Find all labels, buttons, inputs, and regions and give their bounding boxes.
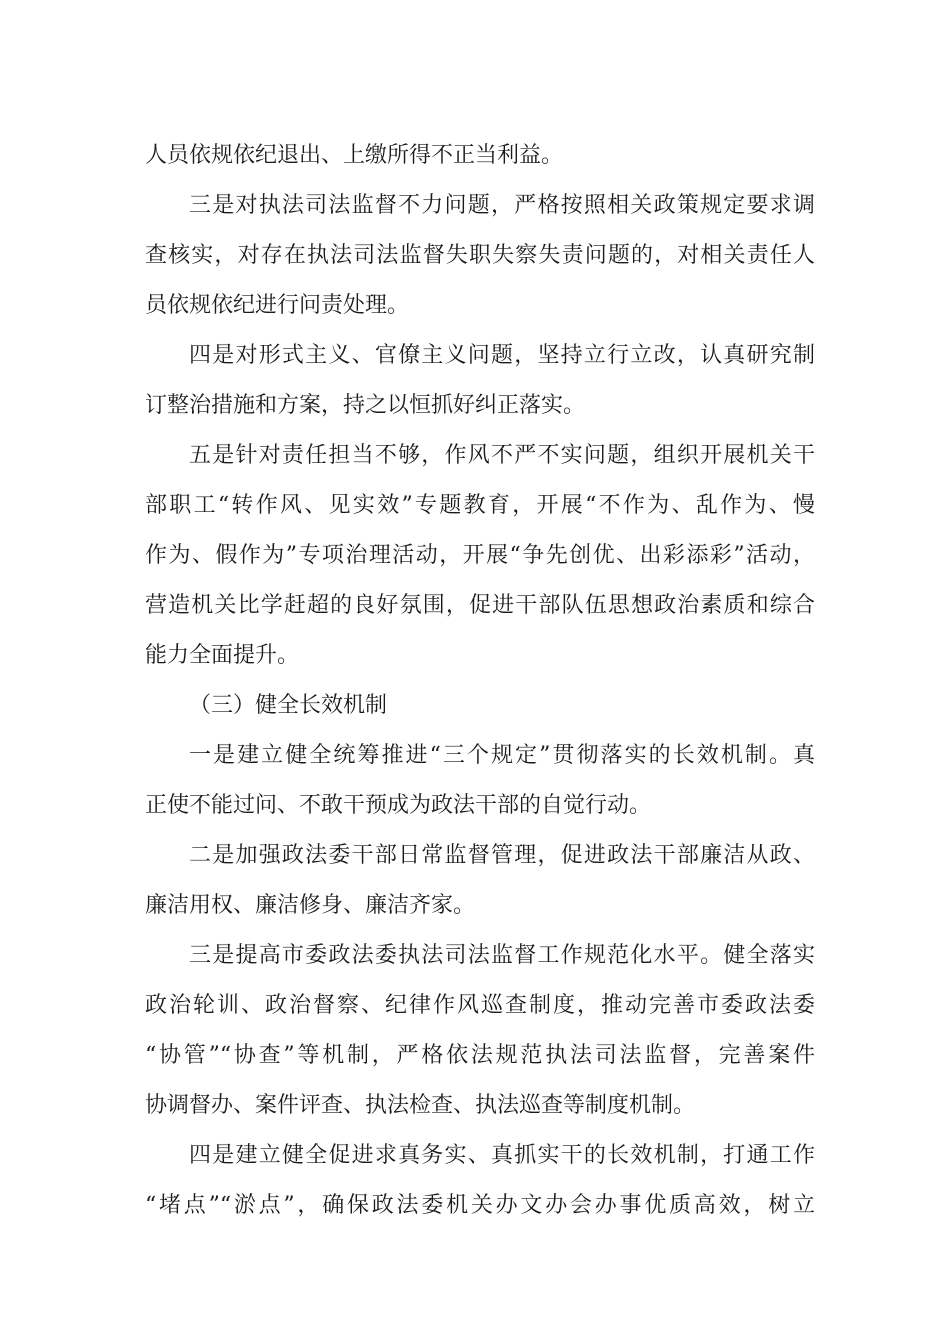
text-line: 订整治措施和方案，持之以恒抓好纠正落实。 <box>145 393 586 418</box>
text-line: “堵点”“淤点”，确保政法委机关办文办会办事优质高效，树立 <box>145 1193 815 1218</box>
text-line: 四是对形式主义、官僚主义问题，坚持立行立改，认真研究制 <box>189 343 815 368</box>
text-line: 三是对执法司法监督不力问题，严格按照相关政策规定要求调 <box>189 193 815 218</box>
text-line: 三是提高市委政法委执法司法监督工作规范化水平。健全落实 <box>189 943 815 968</box>
text-line: 协调督办、案件评查、执法检查、执法巡查等制度机制。 <box>145 1093 696 1118</box>
text-line: 五是针对责任担当不够，作风不严不实问题，组织开展机关干 <box>189 443 815 468</box>
section-heading: （三）健全长效机制 <box>189 693 388 718</box>
text-line: 部职工“转作风、见实效”专题教育，开展“不作为、乱作为、慢 <box>145 493 815 518</box>
text-line: 能力全面提升。 <box>145 643 300 668</box>
text-line: 正使不能过问、不敢干预成为政法干部的自觉行动。 <box>145 793 652 818</box>
text-line: 营造机关比学赶超的良好氛围，促进干部队伍思想政治素质和综合 <box>145 593 815 618</box>
text-line: 二是加强政法委干部日常监督管理，促进政法干部廉洁从政、 <box>189 843 815 868</box>
text-line: 廉洁用权、廉洁修身、廉洁齐家。 <box>145 893 476 918</box>
text-line: “协管”“协查”等机制，严格依法规范执法司法监督，完善案件 <box>145 1043 815 1068</box>
text-line: 员依规依纪进行问责处理。 <box>145 293 410 318</box>
text-line: 四是建立健全促进求真务实、真抓实干的长效机制，打通工作 <box>189 1143 815 1168</box>
text-line: 政治轮训、政治督察、纪律作风巡查制度，推动完善市委政法委 <box>145 993 815 1018</box>
text-line: 查核实，对存在执法司法监督失职失察失责问题的，对相关责任人 <box>145 243 815 268</box>
text-line: 作为、假作为”专项治理活动，开展“争先创优、出彩添彩”活动， <box>145 543 815 568</box>
text-line: 一是建立健全统筹推进“三个规定”贯彻落实的长效机制。真 <box>189 743 815 768</box>
text-line: 人员依规依纪退出、上缴所得不正当利益。 <box>145 143 564 168</box>
document-body <box>145 131 815 1231</box>
